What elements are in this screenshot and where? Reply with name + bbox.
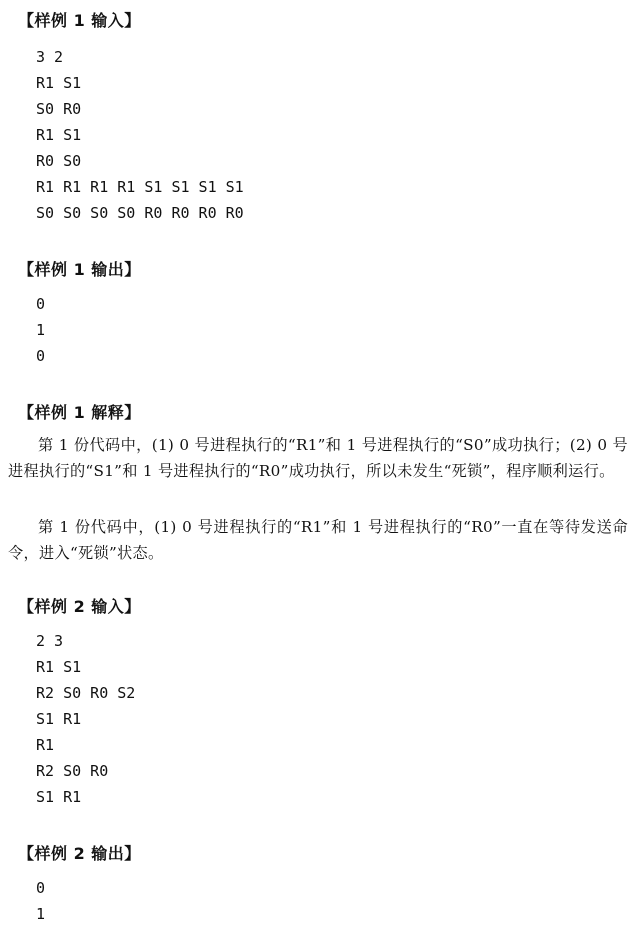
sample2-input-block: [36, 628, 135, 810]
code-line: 1: [36, 321, 46, 339]
code-line: 0: [36, 347, 46, 365]
explain-paragraph-2: 第 1 份代码中，(1) 0 号进程执行的“R1”和 1 号进程执行的“R0”一直在等待发送命令，进入“死锁”状态。: [8, 518, 628, 562]
code-line: 2 3: [36, 632, 64, 650]
explain-paragraph-1: 第 1 份代码中，(1) 0 号进程执行的“R1”和 1 号进程执行的“S0”成功执行；(2) 0 号进程执行的“S1”和 1 号进程执行的“R0”成功执行，所以未发生“死锁”，程序顺利运行。: [8, 436, 628, 480]
sample1-input-heading: 【样例 1 输入】: [18, 11, 141, 30]
code-line: 1: [36, 905, 46, 923]
sample2-input-heading: 【样例 2 输入】: [18, 597, 141, 616]
code-line: 0: [36, 879, 46, 897]
code-line: R1 S1: [36, 658, 82, 676]
code-line: R1 S1: [36, 74, 82, 92]
code-line: R1 S1: [36, 126, 82, 144]
sample1-output-heading: 【样例 1 输出】: [18, 260, 141, 279]
code-line: R2 S0 R0: [36, 762, 109, 780]
code-line: S0 R0: [36, 100, 82, 118]
code-line: S0 S0 S0 S0 R0 R0 R0 R0: [36, 204, 244, 222]
sample1-input-block: [36, 44, 244, 226]
sample1-output-block: [36, 291, 45, 369]
code-line: S1 R1: [36, 710, 82, 728]
sample2-output-heading: 【样例 2 输出】: [18, 844, 141, 863]
code-line: R1: [36, 736, 55, 754]
sample1-explain-heading: 【样例 1 解释】: [18, 403, 141, 422]
code-line: 0: [36, 295, 46, 313]
code-line: R0 S0: [36, 152, 82, 170]
code-line: 3 2: [36, 48, 64, 66]
code-line: R1 R1 R1 R1 S1 S1 S1 S1: [36, 178, 244, 196]
code-line: S1 R1: [36, 788, 82, 806]
code-line: R2 S0 R0 S2: [36, 684, 136, 702]
sample2-output-block: [36, 875, 45, 927]
